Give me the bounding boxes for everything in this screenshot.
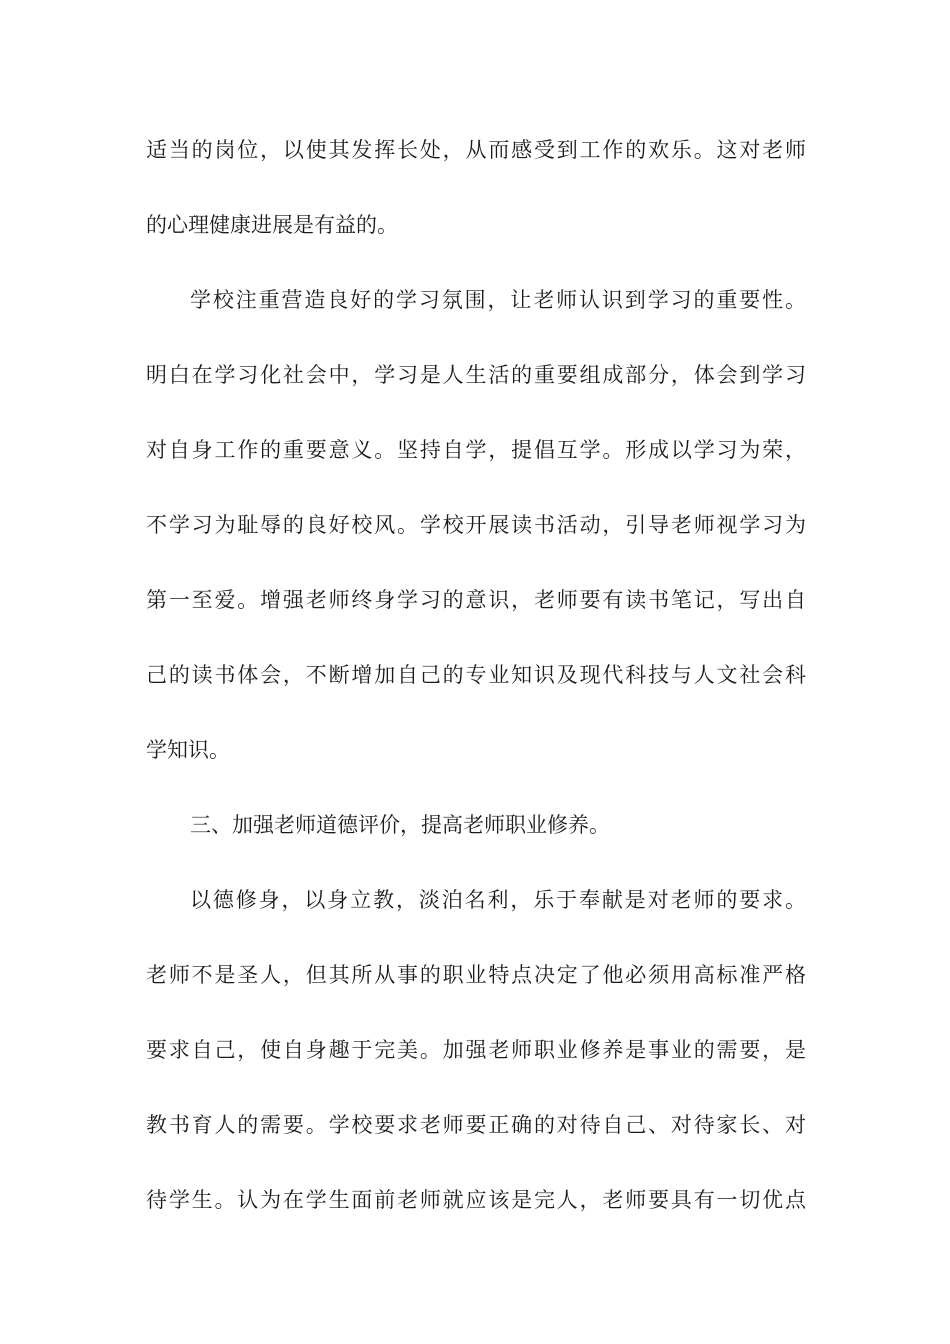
text-line: 适当的岗位，以使其发挥长处，从而感受到工作的欢乐。这对老师 <box>146 138 806 162</box>
text-line: 以德修身，以身立教，淡泊名利，乐于奉献是对老师的要求。 <box>190 888 806 912</box>
text-line: 第一至爱。增强老师终身学习的意识，老师要有读书笔记，写出自 <box>146 588 806 612</box>
text-line: 对自身工作的重要意义。坚持自学，提倡互学。形成以学习为荣， <box>146 438 806 462</box>
text-line: 不学习为耻辱的良好校风。学校开展读书活动，引导老师视学习为 <box>146 513 806 537</box>
text-line: 教书育人的需要。学校要求老师要正确的对待自己、对待家长、对 <box>146 1113 806 1137</box>
text-line: 己的读书体会，不断增加自己的专业知识及现代科技与人文社会科 <box>146 663 806 687</box>
text-line: 的心理健康进展是有益的。 <box>146 213 398 237</box>
text-line: 老师不是圣人，但其所从事的职业特点决定了他必须用高标准严格 <box>146 963 806 987</box>
text-line: 待学生。认为在学生面前老师就应该是完人，老师要具有一切优点 <box>146 1188 806 1212</box>
text-line: 学知识。 <box>146 738 230 762</box>
text-line: 学校注重营造良好的学习氛围，让老师认识到学习的重要性。 <box>190 288 806 312</box>
section-heading: 三、加强老师道德评价，提高老师职业修养。 <box>190 813 610 837</box>
text-line: 要求自己，使自身趣于完美。加强老师职业修养是事业的需要，是 <box>146 1038 806 1062</box>
text-line: 明白在学习化社会中，学习是人生活的重要组成部分，体会到学习 <box>146 363 806 387</box>
